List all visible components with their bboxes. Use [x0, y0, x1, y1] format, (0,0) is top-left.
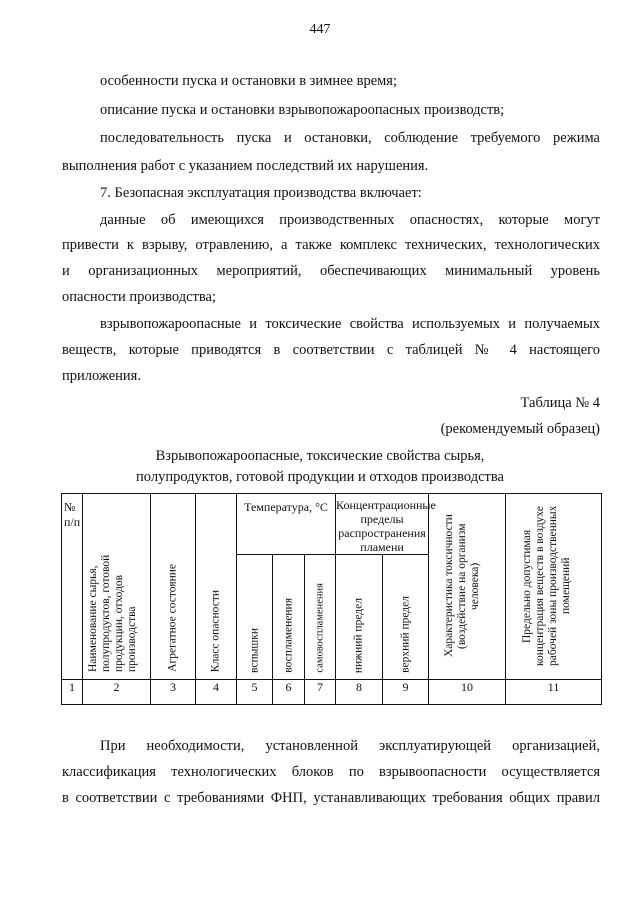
header-name: Наименование сырья, полупродуктов, готовой продукции, отходов производства	[83, 494, 151, 680]
text-line: взрывопожароопасные и токсические свойства используемых и получаемых	[100, 316, 600, 332]
column-number: 9	[383, 680, 429, 705]
header-temperature: Температура, °С	[237, 494, 336, 555]
column-number: 3	[151, 680, 196, 705]
text-line: классификация технологических блоков по взрывоопасности осуществляется	[62, 764, 600, 780]
text-line: 7. Безопасная эксплуатация производства включает:	[100, 185, 422, 201]
text-line: описание пуска и остановки взрывопожароопасных производств;	[100, 102, 505, 118]
header-self-ignition: самовоспламенения	[305, 555, 336, 680]
text-line: в соответствии с требованиями ФНП, устанавливающих требования общих правил	[62, 790, 600, 806]
column-number: 7	[305, 680, 336, 705]
header-ignition: воспламенения	[273, 555, 305, 680]
properties-table	[61, 493, 602, 705]
column-number: 10	[429, 680, 506, 705]
table-number: Таблица № 4	[520, 395, 600, 411]
text-line: веществ, которые приводятся в соответствии с таблицей № 4 настоящего	[62, 342, 600, 358]
column-number: 2	[83, 680, 151, 705]
column-number: 8	[336, 680, 383, 705]
table-note: (рекомендуемый образец)	[440, 421, 600, 437]
column-number: 1	[62, 680, 83, 705]
text-line: последовательность пуска и остановки, соблюдение требуемого режима	[100, 130, 600, 146]
text-line: опасности производства;	[62, 289, 217, 305]
column-number: 4	[196, 680, 237, 705]
header-concentration: Концентрационные пределы распространения пламени	[336, 494, 429, 555]
text-line: привести к взрыву, отравлению, а также комплекс технических, технологических	[62, 237, 600, 253]
text-line: данные об имеющихся производственных опасностях, которые могут	[100, 212, 600, 228]
header-toxicity: Характеристика токсичности (воздействие на организм человека)	[429, 494, 506, 680]
table-row	[62, 680, 602, 705]
text-line: приложения.	[62, 368, 141, 384]
page-number: 447	[309, 22, 331, 37]
table-title: полупродуктов, готовой продукции и отходов производства	[136, 469, 504, 485]
header-flash: вспышки	[237, 555, 273, 680]
text-line: При необходимости, установленной эксплуатирующей организацией,	[100, 738, 600, 754]
header-mac: Предельно допустимая концентрация веществ в воздухе рабочей зоны производственных помещений	[506, 494, 602, 680]
column-number: 6	[273, 680, 305, 705]
header-lower-limit: нижний предел	[336, 555, 383, 680]
header-class: Класс опасности	[196, 494, 237, 680]
table-title: Взрывопожароопасные, токсические свойства сырья,	[155, 448, 485, 464]
header-upper-limit: верхний предел	[383, 555, 429, 680]
column-number: 11	[506, 680, 602, 705]
text-line: и организационных мероприятий, обеспечивающих минимальный уровень	[62, 263, 600, 279]
header-state: Агрегатное состояние	[151, 494, 196, 680]
column-number: 5	[237, 680, 273, 705]
header-num: № п/п	[62, 494, 83, 680]
text-line: особенности пуска и остановки в зимнее время;	[100, 73, 398, 89]
text-line: выполнения работ с указанием последствий их нарушения.	[62, 158, 429, 174]
